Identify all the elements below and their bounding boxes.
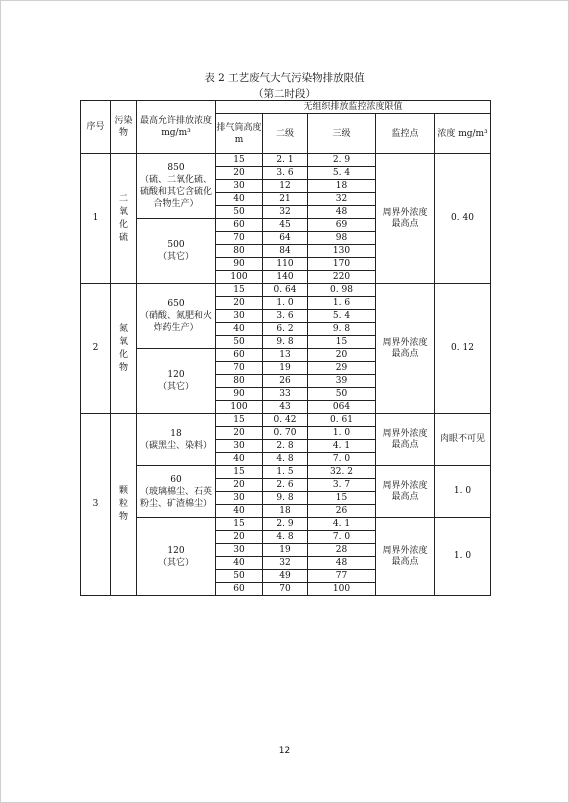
stack-height-cell: 50 <box>216 206 263 219</box>
grade2-cell: 6. 2 <box>263 323 308 336</box>
stack-height-cell: 100 <box>216 271 263 284</box>
stack-height-cell: 70 <box>216 232 263 245</box>
monitor-point-cell: 周界外浓度最高点 <box>376 154 435 284</box>
grade2-cell: 12 <box>263 180 308 193</box>
grade3-cell: 15 <box>308 336 376 349</box>
monitor-conc-cell: 1. 0 <box>435 518 491 596</box>
stack-height-cell: 80 <box>216 245 263 258</box>
stack-height-cell: 15 <box>216 466 263 479</box>
stack-height-cell: 20 <box>216 531 263 544</box>
monitor-point-cell: 周界外浓度最高点 <box>376 414 435 466</box>
header-stack-height: 排气筒高度 m <box>216 114 263 154</box>
max-conc-cell: 18 （碳黑尘、染料） <box>137 414 216 466</box>
grade3-cell: 98 <box>308 232 376 245</box>
stack-height-cell: 40 <box>216 193 263 206</box>
grade3-cell: 48 <box>308 557 376 570</box>
grade3-cell: 3. 7 <box>308 479 376 492</box>
stack-height-cell: 20 <box>216 167 263 180</box>
grade2-cell: 84 <box>263 245 308 258</box>
header-grade3: 三级 <box>308 114 376 154</box>
monitor-point-cell: 周界外浓度最高点 <box>376 284 435 414</box>
stack-height-cell: 30 <box>216 180 263 193</box>
grade3-cell: 064 <box>308 401 376 414</box>
grade3-cell: 0. 98 <box>308 284 376 297</box>
grade3-cell: 130 <box>308 245 376 258</box>
grade3-cell: 4. 1 <box>308 440 376 453</box>
grade3-cell: 0. 61 <box>308 414 376 427</box>
grade2-cell: 19 <box>263 544 308 557</box>
grade2-cell: 2. 1 <box>263 154 308 167</box>
grade2-cell: 2. 6 <box>263 479 308 492</box>
grade2-cell: 33 <box>263 388 308 401</box>
monitor-point-cell: 周界外浓度最高点 <box>376 518 435 596</box>
grade3-cell: 5. 4 <box>308 167 376 180</box>
grade3-cell: 170 <box>308 258 376 271</box>
stack-height-cell: 20 <box>216 427 263 440</box>
header-unorganized-group: 无组织排放监控浓度限值 <box>216 101 491 114</box>
stack-height-cell: 20 <box>216 297 263 310</box>
grade3-cell: 28 <box>308 544 376 557</box>
grade3-cell: 7. 0 <box>308 531 376 544</box>
stack-height-cell: 50 <box>216 336 263 349</box>
max-conc-cell: 120 （其它） <box>137 518 216 596</box>
grade3-cell: 26 <box>308 505 376 518</box>
monitor-conc-cell: 0. 40 <box>435 154 491 284</box>
grade3-cell: 100 <box>308 583 376 596</box>
grade3-cell: 39 <box>308 375 376 388</box>
stack-height-cell: 15 <box>216 518 263 531</box>
stack-height-cell: 15 <box>216 284 263 297</box>
grade3-cell: 48 <box>308 206 376 219</box>
stack-height-cell: 40 <box>216 557 263 570</box>
grade2-cell: 4. 8 <box>263 531 308 544</box>
emission-limits-table <box>80 100 491 596</box>
stack-height-cell: 70 <box>216 362 263 375</box>
grade2-cell: 9. 8 <box>263 336 308 349</box>
grade3-cell: 5. 4 <box>308 310 376 323</box>
seq-cell: 3 <box>81 414 111 596</box>
table-row <box>81 466 491 479</box>
grade3-cell: 220 <box>308 271 376 284</box>
grade2-cell: 32 <box>263 557 308 570</box>
grade2-cell: 19 <box>263 362 308 375</box>
stack-height-cell: 90 <box>216 388 263 401</box>
max-conc-cell: 650 （硝酸、氮肥和火炸药生产） <box>137 284 216 349</box>
grade2-cell: 0. 70 <box>263 427 308 440</box>
stack-height-cell: 40 <box>216 453 263 466</box>
pollutant-cell: 氮 氧 化 物 <box>111 284 137 414</box>
stack-height-cell: 80 <box>216 375 263 388</box>
grade3-cell: 1. 0 <box>308 427 376 440</box>
table-row <box>81 414 491 427</box>
max-conc-cell: 850 （硫、二氧化硫、硫酸和其它含硫化合物生产） <box>137 154 216 219</box>
grade3-cell: 32 <box>308 193 376 206</box>
grade3-cell: 1. 6 <box>308 297 376 310</box>
grade2-cell: 26 <box>263 375 308 388</box>
table-row <box>81 154 491 167</box>
stack-height-cell: 30 <box>216 492 263 505</box>
grade2-cell: 13 <box>263 349 308 362</box>
monitor-conc-cell: 1. 0 <box>435 466 491 518</box>
seq-cell: 1 <box>81 154 111 284</box>
table-row <box>81 284 491 297</box>
grade2-cell: 0. 42 <box>263 414 308 427</box>
grade3-cell: 77 <box>308 570 376 583</box>
grade2-cell: 2. 8 <box>263 440 308 453</box>
grade3-cell: 15 <box>308 492 376 505</box>
monitor-conc-cell: 肉眼不可见 <box>435 414 491 466</box>
grade2-cell: 1. 5 <box>263 466 308 479</box>
stack-height-cell: 30 <box>216 310 263 323</box>
stack-height-cell: 60 <box>216 583 263 596</box>
grade2-cell: 2. 9 <box>263 518 308 531</box>
header-seq: 序号 <box>81 101 111 154</box>
max-conc-cell: 60 （玻璃棉尘、石英粉尘、矿渣棉尘） <box>137 466 216 518</box>
seq-cell: 2 <box>81 284 111 414</box>
stack-height-cell: 30 <box>216 544 263 557</box>
pollutant-cell: 颗 粒 物 <box>111 414 137 596</box>
header-monitor-point: 监控点 <box>376 114 435 154</box>
stack-height-cell: 40 <box>216 323 263 336</box>
grade2-cell: 110 <box>263 258 308 271</box>
stack-height-cell: 90 <box>216 258 263 271</box>
stack-height-cell: 60 <box>216 349 263 362</box>
max-conc-cell: 500 （其它） <box>137 219 216 284</box>
table-row <box>81 518 491 531</box>
grade2-cell: 3. 6 <box>263 167 308 180</box>
grade2-cell: 18 <box>263 505 308 518</box>
header-conc: 浓度 mg/m³ <box>435 114 491 154</box>
grade2-cell: 43 <box>263 401 308 414</box>
grade3-cell: 69 <box>308 219 376 232</box>
table-title: 表 2 工艺废气大气污染物排放限值 <box>204 72 365 84</box>
grade2-cell: 21 <box>263 193 308 206</box>
stack-height-cell: 50 <box>216 570 263 583</box>
grade2-cell: 70 <box>263 583 308 596</box>
stack-height-cell: 30 <box>216 440 263 453</box>
header-max-conc: 最高允许排放浓度 mg/m³ <box>137 101 216 154</box>
grade2-cell: 4. 8 <box>263 453 308 466</box>
grade2-cell: 9. 8 <box>263 492 308 505</box>
monitor-point-cell: 周界外浓度最高点 <box>376 466 435 518</box>
grade3-cell: 4. 1 <box>308 518 376 531</box>
stack-height-cell: 100 <box>216 401 263 414</box>
grade3-cell: 20 <box>308 349 376 362</box>
grade2-cell: 140 <box>263 271 308 284</box>
grade2-cell: 0. 64 <box>263 284 308 297</box>
stack-height-cell: 20 <box>216 479 263 492</box>
page-number: 12 <box>278 746 291 756</box>
grade2-cell: 64 <box>263 232 308 245</box>
grade3-cell: 50 <box>308 388 376 401</box>
stack-height-cell: 15 <box>216 154 263 167</box>
grade2-cell: 3. 6 <box>263 310 308 323</box>
grade2-cell: 1. 0 <box>263 297 308 310</box>
grade3-cell: 29 <box>308 362 376 375</box>
grade3-cell: 2. 9 <box>308 154 376 167</box>
stack-height-cell: 40 <box>216 505 263 518</box>
pollutant-cell: 二 氧 化 硫 <box>111 154 137 284</box>
grade2-cell: 49 <box>263 570 308 583</box>
grade3-cell: 18 <box>308 180 376 193</box>
monitor-conc-cell: 0. 12 <box>435 284 491 414</box>
grade3-cell: 32. 2 <box>308 466 376 479</box>
header-pollutant: 污染物 <box>111 101 137 154</box>
table-subtitle: （第二时段） <box>253 88 316 100</box>
grade2-cell: 32 <box>263 206 308 219</box>
grade3-cell: 9. 8 <box>308 323 376 336</box>
stack-height-cell: 60 <box>216 219 263 232</box>
header-grade2: 二级 <box>263 114 308 154</box>
grade2-cell: 45 <box>263 219 308 232</box>
stack-height-cell: 15 <box>216 414 263 427</box>
max-conc-cell: 120 （其它） <box>137 349 216 414</box>
grade3-cell: 7. 0 <box>308 453 376 466</box>
